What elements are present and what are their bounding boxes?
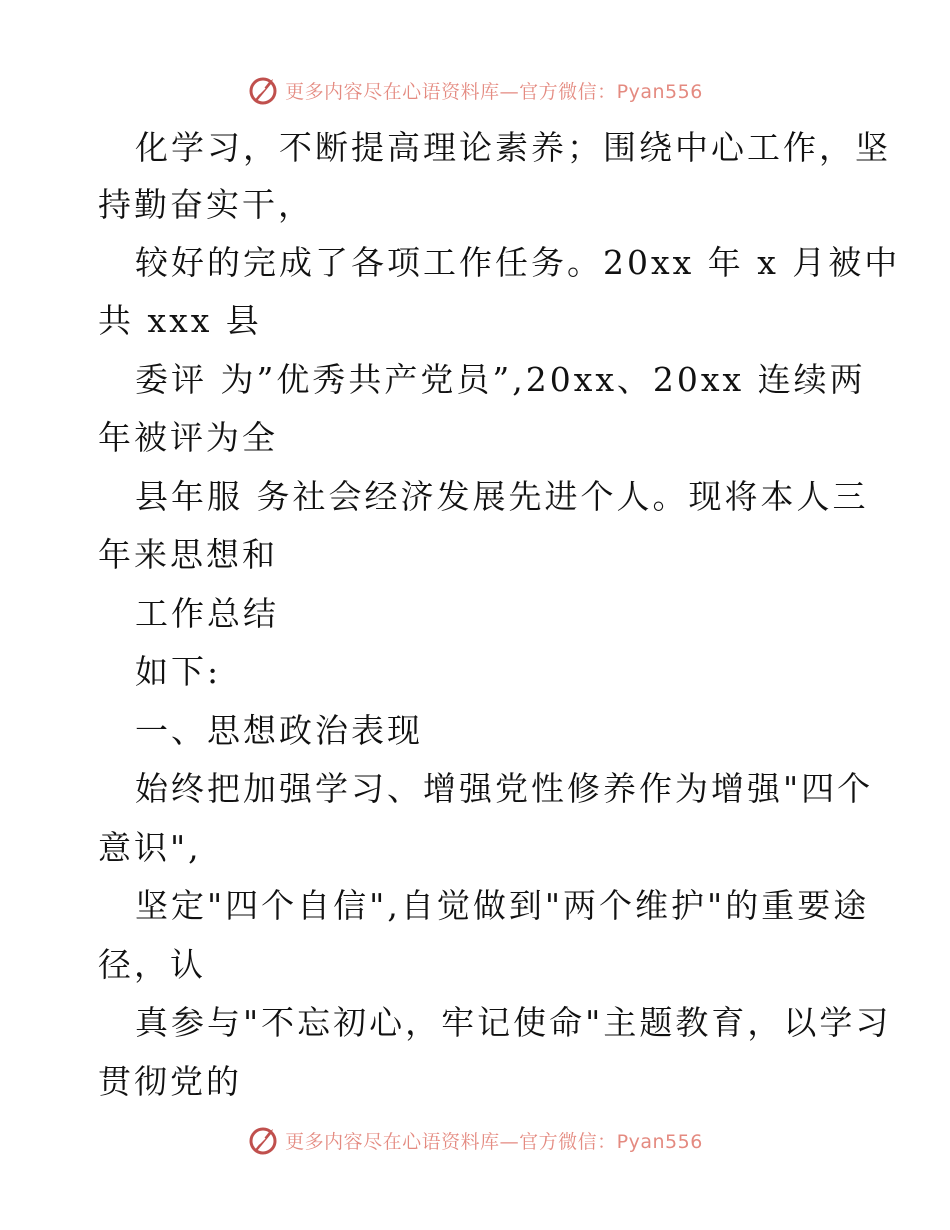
text-line: 如下:	[135, 652, 222, 691]
text-line: 共 xxx 县	[98, 301, 262, 340]
wechat-id: Pyan556	[616, 80, 703, 103]
text-line: 化学习，不断提高理论素养；围绕中心工作，坚	[135, 128, 891, 167]
text-line: 年被评为全	[98, 418, 278, 457]
wechat-id: Pyan556	[616, 1130, 703, 1153]
text-line: 委评 为”优秀共产党员”,20xx、20xx 连续两	[135, 360, 866, 399]
banner-text: 更多内容尽在心语资料库—官方微信：Pyan556	[285, 80, 703, 103]
quill-pen-in-circle-icon	[247, 74, 279, 106]
text-line: 坚定"四个自信",自觉做到"两个维护"的重要途	[135, 886, 870, 925]
banner-text: 更多内容尽在心语资料库—官方微信：Pyan556	[285, 1130, 703, 1153]
text-line: 工作总结	[135, 594, 279, 633]
text-line: 较好的完成了各项工作任务。20xx 年 x 月被中	[135, 243, 901, 282]
section-heading: 一、思想政治表现	[135, 711, 423, 750]
header-banner	[0, 70, 950, 110]
text-line: 持勤奋实干，	[98, 185, 314, 224]
text-line: 始终把加强学习、增强党性修养作为增强"四个	[135, 769, 874, 808]
text-line: 意识",	[98, 828, 202, 867]
text-line: 县年服 务社会经济发展先进个人。现将本人三	[135, 477, 869, 516]
text-line: 径，认	[98, 945, 206, 984]
footer-banner	[0, 1120, 950, 1160]
text-line: 真参与"不忘初心，牢记使命"主题教育，以学习	[135, 1003, 892, 1042]
quill-pen-in-circle-icon	[247, 1124, 279, 1156]
text-line: 贯彻党的	[98, 1062, 242, 1101]
text-line: 年来思想和	[98, 535, 278, 574]
